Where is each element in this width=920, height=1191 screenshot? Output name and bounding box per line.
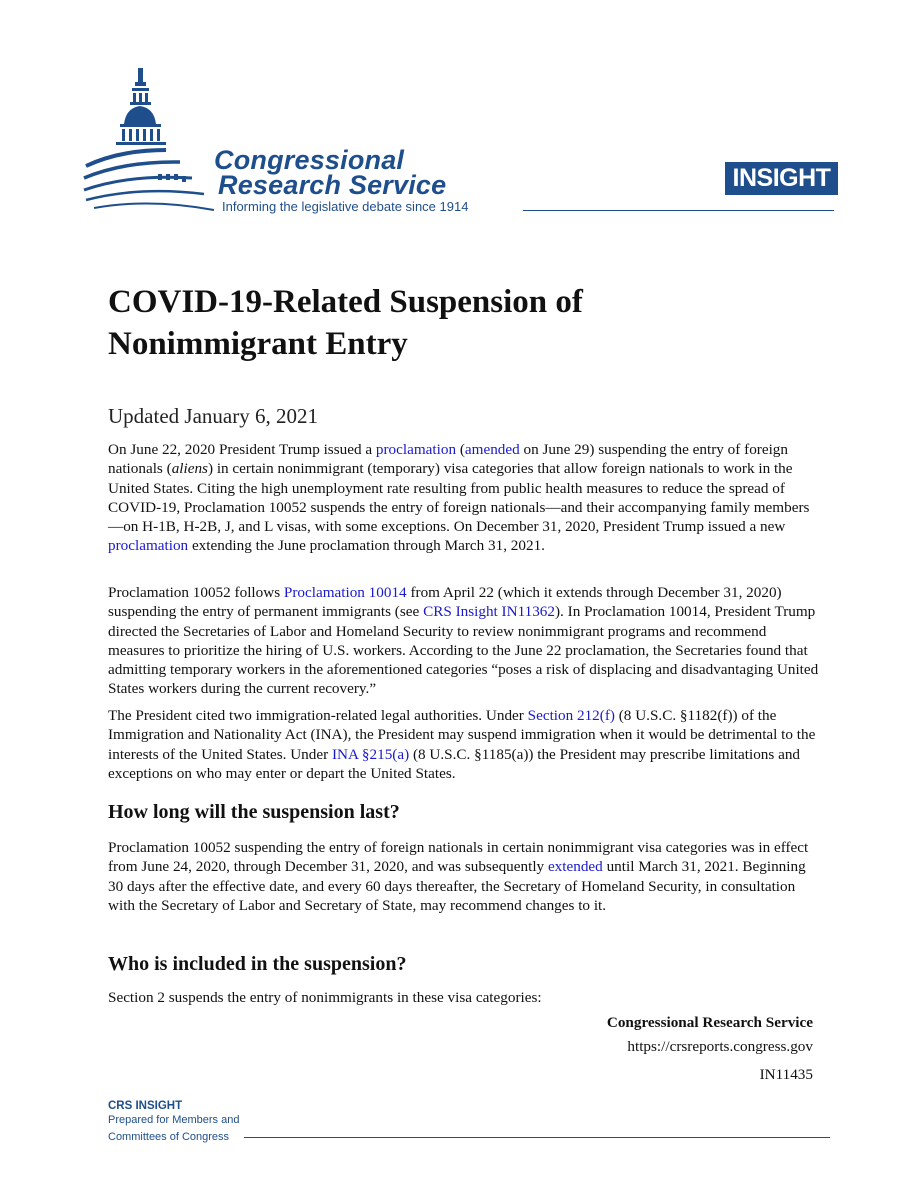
page-title — [108, 281, 828, 365]
page-title-line2: Nonimmigrant Entry — [108, 326, 408, 362]
new-proclamation-link[interactable]: proclamation — [108, 537, 189, 555]
crs-wordmark-line1: Congressional — [214, 145, 405, 175]
footer-prepared-line2: Committees of Congress — [108, 1131, 230, 1143]
text-run: Proclamation 10052 follows — [108, 584, 284, 601]
header-divider — [523, 210, 834, 211]
updated-date: Updated January 6, 2021 — [108, 404, 318, 428]
text-run: The President cited two immigration-related legal authorities. Under — [108, 707, 528, 724]
text-run: On June 22, 2020 President Trump issued a — [108, 441, 376, 458]
section-212f-link[interactable]: Section 212(f) — [527, 707, 615, 724]
footer-org-name: Congressional Research Service — [606, 1014, 813, 1031]
footer-crs-insight-label: CRS INSIGHT — [108, 1100, 183, 1112]
text-run: (8 U.S.C. §1185(a)) the President may prescribe limitations and exceptions on who may enter or depart the United States. — [108, 745, 801, 782]
footer-report-id: IN11435 — [759, 1066, 813, 1083]
paragraph-duration — [108, 838, 820, 915]
text-run: on June 29) suspending the entry of foreign nationals ( — [108, 441, 788, 478]
footer-prepared-line1: Prepared for Members and — [108, 1114, 240, 1126]
paragraph-legal-authority — [108, 706, 820, 783]
paragraph-intro — [108, 440, 820, 556]
text-run: extending the June proclamation through March 31, 2021. — [188, 537, 545, 555]
text-run: ( — [456, 441, 465, 458]
text-run: Proclamation 10052 suspending the entry of foreign nationals in certain nonimmigrant visa categories was in effect from June 24, 2020, through December 31, 2020, and was subsequently — [108, 839, 809, 876]
crs-tagline: Informing the legislative debate since 1914 — [222, 199, 469, 214]
text-run: from April 22 (which it extends through December 31, 2020) suspending the entry of permanent immigrants (see — [108, 584, 782, 621]
crs-wordmark-line2: Research Service — [218, 170, 447, 200]
paragraph-categories: Section 2 suspends the entry of nonimmigrants in these visa categories: — [108, 989, 542, 1006]
insight-badge: INSIGHT — [725, 162, 838, 195]
text-run: until March 31, 2021. Beginning 30 days after the effective date, and every 60 days thereafter, the Secretary of Homeland Security, in consultation with the Secretary of Labor and Secretary of State, may recommend changes to it. — [108, 858, 806, 914]
ina-215a-link[interactable]: INA §215(a) — [331, 745, 410, 763]
page-title-line1: COVID-19-Related Suspension of — [108, 284, 583, 320]
extended-link[interactable]: extended — [547, 858, 603, 876]
footer-url[interactable]: https://crsreports.congress.gov — [627, 1038, 813, 1055]
proclamation-10014-link[interactable]: Proclamation 10014 — [283, 584, 407, 601]
footer-divider — [244, 1137, 830, 1138]
crs-insight-link[interactable]: CRS Insight IN11362 — [423, 603, 555, 621]
amended-link[interactable]: amended — [464, 441, 520, 458]
text-run: ). In Proclamation 10014, President Trump directed the Secretaries of Labor and Homeland Security to review nonimmigrant programs and recommend measures to prioritize the hiring of U.S. workers. According to the June 22 proclamation, the Secretaries found that admitting temporary workers in the aforementioned categories “poses a risk of displacing and disadvantaging United States workers during the current recovery.” — [108, 603, 819, 698]
capitol-dome-logo — [80, 66, 220, 216]
paragraph-background — [108, 583, 820, 699]
section-heading-duration: How long will the suspension last? — [108, 801, 400, 823]
proclamation-link[interactable]: proclamation — [375, 441, 457, 458]
aliens-emphasis: aliens — [171, 460, 208, 478]
text-run: (8 U.S.C. §1182(f)) of the Immigration and Nationality Act (INA), the President may suspend immigration when it would be detrimental to the interests of the United States. Under — [108, 707, 816, 763]
text-run: ) in certain nonimmigrant (temporary) visa categories that allow foreign nationals to work in the United States. Citing the high unemployment rate resulting from public health measures to reduce the spread of COVID-19, Proclamation 10052 suspends the entry of foreign nationals—and their accompanying family members—on H-1B, H-2B, J, and L visas, with some exceptions. On December 31, 2020, President Trump issued a new — [108, 460, 810, 536]
section-heading-included: Who is included in the suspension? — [108, 953, 407, 975]
